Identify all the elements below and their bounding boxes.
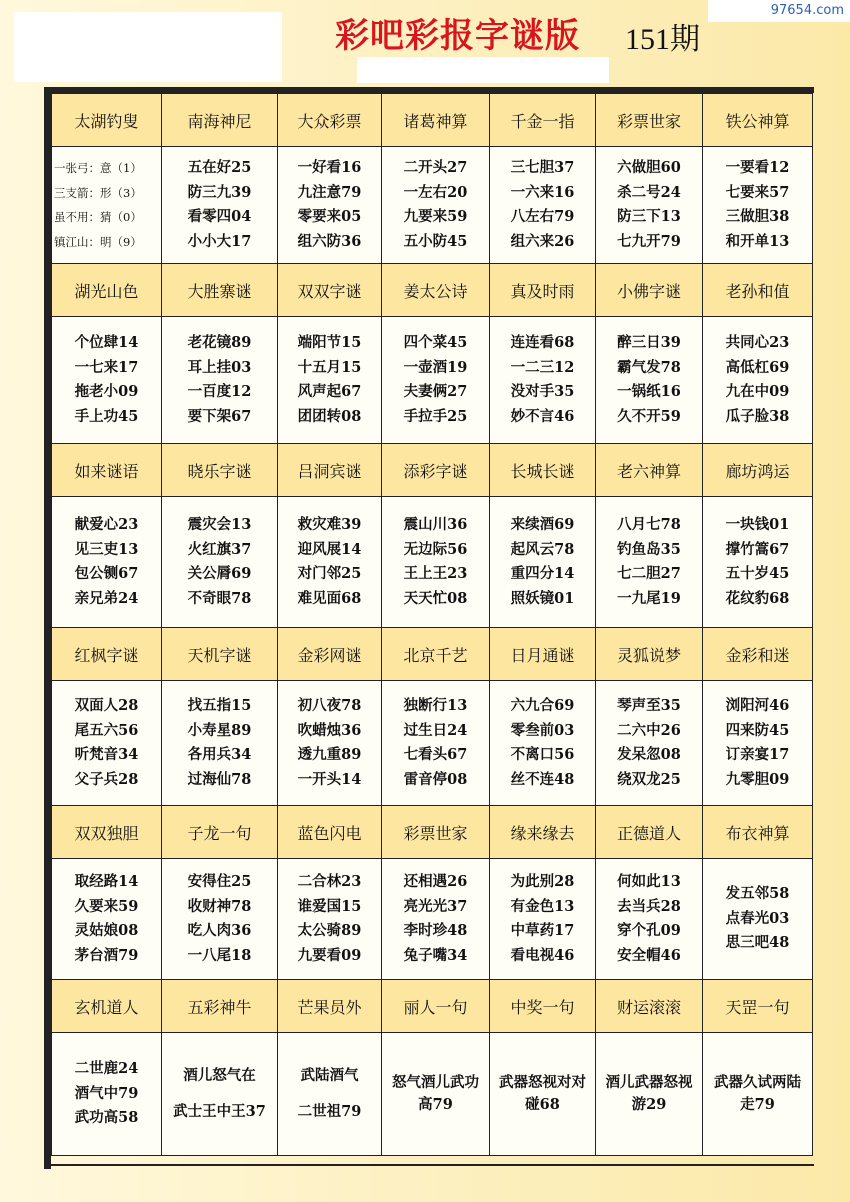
prediction-line: 独断行13 xyxy=(403,697,468,714)
prediction-row xyxy=(52,317,813,444)
prediction-line: 没对手35 xyxy=(510,383,575,400)
prediction-line: 浏阳河46 xyxy=(725,697,790,714)
prediction-line: 十五月15 xyxy=(297,358,362,376)
prediction-cell xyxy=(703,681,813,806)
prediction-line: 包公铡67 xyxy=(74,565,139,582)
prediction-line: 王上王23 xyxy=(403,565,468,582)
prediction-line: 六九合69 xyxy=(510,697,575,714)
prediction-cell xyxy=(382,147,490,264)
prediction-line: 五在好25 xyxy=(187,159,252,176)
prediction-line: 绕双龙25 xyxy=(617,770,681,788)
header-row xyxy=(52,980,813,1033)
prediction-line: 太公骑89 xyxy=(297,922,362,939)
prediction-cell xyxy=(596,681,703,806)
page-title: 彩吧彩报字谜版 xyxy=(335,16,580,56)
column-header: 大胜寨谜 xyxy=(162,264,278,317)
prediction-line: 一六来16 xyxy=(510,183,575,201)
prediction-cell xyxy=(490,497,596,628)
column-header: 小佛字谜 xyxy=(596,264,703,317)
prediction-line: 杀二号24 xyxy=(617,183,681,201)
prediction-line: 小寿星89 xyxy=(187,721,252,739)
column-header: 红枫字谜 xyxy=(52,628,162,681)
prediction-line: 不奇眼78 xyxy=(187,589,252,607)
prediction-line: 何如此13 xyxy=(617,873,681,890)
prediction-line: 一二三12 xyxy=(510,358,575,376)
prediction-line: 对门邻25 xyxy=(297,565,362,582)
column-header: 铁公神算 xyxy=(703,94,813,147)
prediction-line: 思三吧48 xyxy=(725,934,790,952)
prediction-line: 看零四04 xyxy=(187,208,252,225)
prediction-line: 过生日24 xyxy=(403,721,468,739)
prediction-line: 武器怒视对对碰68 xyxy=(499,1074,586,1113)
prediction-cell xyxy=(382,497,490,628)
prediction-cell xyxy=(703,1033,813,1156)
table-bottom-border xyxy=(44,1164,814,1166)
column-header: 大众彩票 xyxy=(278,94,382,147)
prediction-line: 三做胆38 xyxy=(725,208,790,225)
prediction-line: 四来防45 xyxy=(725,721,790,739)
prediction-line: 三七胆37 xyxy=(510,159,575,176)
prediction-line: 茅台酒79 xyxy=(74,946,139,964)
prediction-line: 高低杠69 xyxy=(725,358,790,376)
prediction-line: 火红旗37 xyxy=(187,540,252,558)
prediction-line: 迎风展14 xyxy=(297,540,362,558)
header-row xyxy=(52,806,813,859)
column-header: 吕洞宾谜 xyxy=(278,444,382,497)
column-header: 子龙一句 xyxy=(162,806,278,859)
prediction-cell xyxy=(596,497,703,628)
prediction-line: 老花镜89 xyxy=(187,334,252,351)
prediction-line: 零要来05 xyxy=(297,208,362,225)
column-header: 芒果员外 xyxy=(278,980,382,1033)
prediction-line: 安全帽46 xyxy=(617,946,681,964)
prediction-cell xyxy=(596,859,703,980)
column-header: 彩票世家 xyxy=(382,806,490,859)
prediction-row xyxy=(52,859,813,980)
prediction-line: 亲兄弟24 xyxy=(74,589,139,607)
column-header: 太湖钓叟 xyxy=(52,94,162,147)
prediction-line: 各用兵34 xyxy=(187,746,252,763)
prediction-line: 难见面68 xyxy=(297,589,362,607)
prediction-line: 四个菜45 xyxy=(403,334,468,351)
column-header: 长城长谜 xyxy=(490,444,596,497)
prediction-line: 李时珍48 xyxy=(403,922,468,939)
prediction-cell xyxy=(52,497,162,628)
header-row xyxy=(52,628,813,681)
column-header: 老六神算 xyxy=(596,444,703,497)
prediction-line: 订亲宴17 xyxy=(725,746,790,763)
prediction-cell xyxy=(162,317,278,444)
prediction-line: 防三下13 xyxy=(617,208,681,225)
prediction-line: 花纹豹68 xyxy=(725,589,790,607)
prediction-line: 一七来17 xyxy=(74,358,139,376)
prediction-line: 七九开79 xyxy=(617,232,681,250)
prediction-line: 妙不言46 xyxy=(510,407,575,425)
prediction-cell xyxy=(162,497,278,628)
column-header: 双双独胆 xyxy=(52,806,162,859)
prediction-line: 拖老小09 xyxy=(74,383,139,400)
prediction-cell xyxy=(162,859,278,980)
prediction-line: 天天忙08 xyxy=(403,589,468,607)
column-header: 晓乐字谜 xyxy=(162,444,278,497)
prediction-line: 钓鱼岛35 xyxy=(617,540,681,558)
prediction-line: 二六中26 xyxy=(617,721,681,739)
prediction-line: 武士王中王37 xyxy=(173,1103,266,1120)
prediction-cell xyxy=(490,681,596,806)
prediction-cell xyxy=(490,147,596,264)
prediction-line: 一好看16 xyxy=(297,159,362,176)
column-header: 双双字谜 xyxy=(278,264,382,317)
column-header: 千金一指 xyxy=(490,94,596,147)
prediction-line: 久要来59 xyxy=(74,897,139,915)
prediction-line: 看电视46 xyxy=(510,946,575,964)
column-header: 财运滚滚 xyxy=(596,980,703,1033)
prediction-line: 酒儿武器怒视游29 xyxy=(605,1074,693,1113)
prediction-line: 照妖镜01 xyxy=(510,589,575,607)
header-row xyxy=(52,264,813,317)
prediction-cell xyxy=(52,317,162,444)
column-header: 老孙和值 xyxy=(703,264,813,317)
prediction-line: 六做胆60 xyxy=(617,159,681,176)
prediction-line: 雷音停08 xyxy=(403,770,468,788)
prediction-line: 七要来57 xyxy=(725,183,790,201)
prediction-cell xyxy=(703,147,813,264)
prediction-line: 一壶酒19 xyxy=(403,358,468,376)
prediction-row xyxy=(52,497,813,628)
column-header: 丽人一句 xyxy=(382,980,490,1033)
prediction-line: 七看头67 xyxy=(403,746,468,763)
prediction-line: 父子兵28 xyxy=(74,770,139,788)
prediction-cell xyxy=(596,1033,703,1156)
prediction-line: 二开头27 xyxy=(403,159,468,176)
banner-blank-area xyxy=(14,12,282,82)
prediction-line: 酒儿怒气在 xyxy=(183,1067,256,1084)
subtitle-blank-area xyxy=(357,57,609,83)
prediction-line: 一百度12 xyxy=(187,383,252,400)
prediction-line: 双面人28 xyxy=(74,697,139,714)
header-row xyxy=(52,94,813,147)
prediction-line: 一要看12 xyxy=(725,159,790,176)
prediction-line: 组六防36 xyxy=(297,232,362,250)
column-header: 玄机道人 xyxy=(52,980,162,1033)
column-header: 廊坊鸿运 xyxy=(703,444,813,497)
site-watermark: 97654.com xyxy=(708,0,850,22)
prediction-cell xyxy=(162,681,278,806)
prediction-cell xyxy=(596,317,703,444)
prediction-line: 夫妻俩27 xyxy=(403,383,468,400)
prediction-line: 中草药17 xyxy=(510,922,575,939)
prediction-cell xyxy=(490,317,596,444)
prediction-cell xyxy=(382,317,490,444)
prediction-line: 连连看68 xyxy=(510,334,575,351)
prediction-line: 点春光03 xyxy=(725,909,790,927)
prediction-cell xyxy=(278,1033,382,1156)
prediction-cell xyxy=(162,147,278,264)
prediction-line: 虽不用：猜（0） xyxy=(54,210,142,224)
prediction-line: 见三吏13 xyxy=(74,540,139,558)
column-header: 添彩字谜 xyxy=(382,444,490,497)
riddle-table xyxy=(51,93,813,1156)
prediction-line: 听梵音34 xyxy=(74,746,139,763)
prediction-line: 安得住25 xyxy=(187,873,252,890)
prediction-line: 去当兵28 xyxy=(617,897,681,915)
prediction-line: 酒气中79 xyxy=(74,1084,139,1102)
prediction-line: 初八夜78 xyxy=(297,697,362,714)
prediction-line: 久不开59 xyxy=(617,407,681,425)
table-left-border xyxy=(44,89,51,1169)
column-header: 天罡一句 xyxy=(703,980,813,1033)
column-header: 北京千艺 xyxy=(382,628,490,681)
prediction-line: 重四分14 xyxy=(510,565,575,582)
prediction-line: 救灾难39 xyxy=(297,516,362,533)
prediction-line: 发呆忽08 xyxy=(617,746,681,763)
prediction-row xyxy=(52,681,813,806)
prediction-line: 灵姑娘08 xyxy=(74,922,139,939)
column-header: 诸葛神算 xyxy=(382,94,490,147)
prediction-line: 一张弓：意（1） xyxy=(54,161,142,175)
column-header: 如来谜语 xyxy=(52,444,162,497)
prediction-line: 透九重89 xyxy=(297,746,362,763)
prediction-line: 取经路14 xyxy=(74,873,139,890)
prediction-line: 九要来59 xyxy=(403,208,468,225)
prediction-cell xyxy=(278,681,382,806)
column-header: 缘来缘去 xyxy=(490,806,596,859)
prediction-line: 琴声至35 xyxy=(617,697,681,714)
prediction-line: 谁爱国15 xyxy=(297,897,362,915)
prediction-cell xyxy=(703,497,813,628)
prediction-line: 丝不连48 xyxy=(510,770,575,788)
prediction-cell xyxy=(703,859,813,980)
issue-number: 151期 xyxy=(625,23,700,56)
column-header: 正德道人 xyxy=(596,806,703,859)
prediction-cell xyxy=(382,1033,490,1156)
prediction-line: 三支箭：形（3） xyxy=(54,185,142,200)
prediction-cell xyxy=(162,1033,278,1156)
prediction-line: 关公脣69 xyxy=(187,565,252,582)
prediction-line: 风声起67 xyxy=(297,383,362,400)
column-header: 蓝色闪电 xyxy=(278,806,382,859)
prediction-line: 共同心23 xyxy=(725,334,790,351)
prediction-line: 收财神78 xyxy=(187,897,252,915)
prediction-line: 尾五六56 xyxy=(74,721,139,739)
prediction-line: 吃人肉36 xyxy=(187,922,252,939)
prediction-line: 一锅纸16 xyxy=(617,383,681,400)
prediction-cell xyxy=(278,147,382,264)
prediction-line: 团团转08 xyxy=(297,407,362,425)
prediction-line: 一八尾18 xyxy=(187,946,252,964)
prediction-line: 五小防45 xyxy=(403,232,468,250)
prediction-line: 吹蜡烛36 xyxy=(297,721,362,739)
prediction-line: 八月七78 xyxy=(617,516,681,533)
prediction-cell xyxy=(278,497,382,628)
prediction-cell xyxy=(596,147,703,264)
prediction-line: 五十岁45 xyxy=(725,565,790,582)
prediction-line: 手拉手25 xyxy=(403,407,468,425)
header-row xyxy=(52,444,813,497)
prediction-cell xyxy=(278,317,382,444)
prediction-line: 武功高58 xyxy=(74,1109,139,1127)
prediction-line: 九要看09 xyxy=(297,946,362,964)
prediction-line: 和开单13 xyxy=(725,232,790,250)
column-header: 日月通谜 xyxy=(490,628,596,681)
prediction-line: 无边际56 xyxy=(403,540,468,558)
prediction-line: 镇江山：明（9） xyxy=(54,234,142,249)
prediction-cell xyxy=(52,1033,162,1156)
prediction-line: 霸气发78 xyxy=(617,358,681,376)
prediction-cell xyxy=(490,859,596,980)
prediction-line: 找五指15 xyxy=(187,697,252,714)
prediction-line: 一开头14 xyxy=(297,770,362,788)
prediction-cell xyxy=(490,1033,596,1156)
prediction-line: 不离口56 xyxy=(510,746,575,763)
column-header: 布衣神算 xyxy=(703,806,813,859)
column-header: 灵狐说梦 xyxy=(596,628,703,681)
prediction-line: 九在中09 xyxy=(725,383,790,400)
prediction-line: 震山川36 xyxy=(403,516,468,533)
prediction-line: 兔子嘴34 xyxy=(403,946,468,964)
column-header: 湖光山色 xyxy=(52,264,162,317)
prediction-line: 组六来26 xyxy=(510,232,575,250)
prediction-cell xyxy=(382,681,490,806)
prediction-line: 零叁前03 xyxy=(510,721,575,739)
prediction-line: 一九尾19 xyxy=(617,589,681,607)
prediction-line: 二世鹿24 xyxy=(74,1060,139,1078)
prediction-line: 八左右79 xyxy=(510,208,575,225)
prediction-row xyxy=(52,1033,813,1156)
prediction-line: 一块钱01 xyxy=(725,516,790,533)
column-header: 金彩网谜 xyxy=(278,628,382,681)
prediction-line: 一左右20 xyxy=(403,183,468,201)
prediction-line: 要下架67 xyxy=(187,407,252,425)
column-header: 中奖一句 xyxy=(490,980,596,1033)
prediction-line: 来续酒69 xyxy=(510,516,575,533)
prediction-line: 耳上挂03 xyxy=(187,358,252,376)
column-header: 姜太公诗 xyxy=(382,264,490,317)
prediction-cell xyxy=(382,859,490,980)
column-header: 南海神尼 xyxy=(162,94,278,147)
prediction-cell xyxy=(52,147,162,264)
column-header: 金彩和迷 xyxy=(703,628,813,681)
column-header: 真及时雨 xyxy=(490,264,596,317)
prediction-cell xyxy=(278,859,382,980)
prediction-line: 二世祖79 xyxy=(297,1103,362,1120)
prediction-line: 七二胆27 xyxy=(617,565,681,582)
prediction-line: 过海仙78 xyxy=(187,770,252,788)
prediction-line: 瓜子脸38 xyxy=(725,407,790,425)
column-header: 天机字谜 xyxy=(162,628,278,681)
prediction-line: 起风云78 xyxy=(510,540,575,558)
prediction-line: 怒气酒儿武功高79 xyxy=(392,1074,479,1113)
column-header: 彩票世家 xyxy=(596,94,703,147)
prediction-line: 九注意79 xyxy=(297,183,362,201)
prediction-line: 发五邻58 xyxy=(725,885,790,903)
prediction-line: 亮光光37 xyxy=(403,897,468,915)
prediction-cell xyxy=(52,859,162,980)
prediction-line: 个位肆14 xyxy=(74,334,139,351)
prediction-line: 二合林23 xyxy=(297,873,362,890)
column-header: 五彩神牛 xyxy=(162,980,278,1033)
prediction-line: 献爱心23 xyxy=(74,516,139,533)
prediction-row xyxy=(52,147,813,264)
prediction-line: 端阳节15 xyxy=(297,334,362,351)
prediction-line: 醉三日39 xyxy=(617,334,681,351)
prediction-line: 手上功45 xyxy=(74,407,139,425)
prediction-line: 九零胆09 xyxy=(725,770,790,788)
prediction-line: 武陆酒气 xyxy=(300,1067,359,1084)
prediction-line: 还相遇26 xyxy=(403,873,468,890)
prediction-cell xyxy=(703,317,813,444)
prediction-line: 撑竹篙67 xyxy=(725,540,790,558)
prediction-line: 防三九39 xyxy=(187,183,252,201)
prediction-cell xyxy=(52,681,162,806)
prediction-line: 穿个孔09 xyxy=(617,922,681,939)
prediction-line: 有金色13 xyxy=(510,897,575,915)
prediction-line: 小小大17 xyxy=(187,232,252,250)
prediction-line: 武器久试两陆走79 xyxy=(714,1074,801,1113)
prediction-line: 震灾会13 xyxy=(187,516,252,533)
prediction-line: 为此别28 xyxy=(510,873,575,890)
